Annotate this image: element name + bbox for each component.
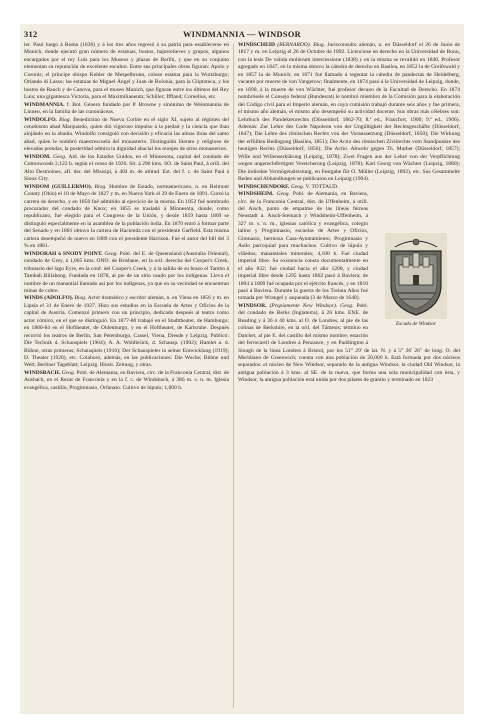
entry-text: Hombre de Estado, norteamericano, n. en Belmont County (Ohio) el 10 de Mayo de 1827 y m. en Nueva York el 29 de Enero de 1891. Cursó la carrera de derecho, y en 1850 fué admitido al ejercicio de la misma. En 1852 fué nombrado procurador del condado de Knox; en 1855 se trasladó á Minnesota, donde, como republicano, fué elegido para el Congreso de la Unión, y desde 1859 hasta 1869 se distinguió especialmente en la asamblea de la población india. En 1870 entró á formar parte del Senado y en 1881 obtuvo la cartera de Hacienda con el presidente Garfield. Esta misma cartera desempeñó de nuevo en 1889 con el presidente Harrison. Fué el autor del bill del 3 % en 1881.	[24, 183, 229, 250]
dictionary-entry: WINDORAH ó SNODY POINT. Geog. Pobl. del E. de Queensland (Australia Oriental), condado de Grey, á 1,065 kms. ONO. de Brisbane, en la oril. derecha del Cooper's Creek, tributario del lago Eyre, en la conf. del Cooper's Creek, y á la salida de su brazo el Tambo á Tambah Billabong. Fundada en 1878, al pie de un sitio usado por los indígenas. Lleva el nombre de un manantial llamado así por los indígenas, ya que en su vecindad se encuentran minas de cobre.	[24, 250, 229, 294]
crest-caption: Escudo de Windsor	[395, 321, 437, 328]
book-page	[20, 24, 464, 714]
dictionary-entry: WINDOM. Geog. Ald. de los Estados Unidos, en el Minnesota, capital del condado de Cottonwoods 2,122 h. según el censo de 1920. Sit. á 290 kms. SO. de Saint Paul, á orill. del Alto Desmoines, afl. der. del Misisipí, á 404 m. de altitud. Est. del f. c. de Saint Paul á Sioux City.	[24, 153, 229, 183]
entry-headword: WINDOM (GUILLERMO).	[24, 183, 93, 190]
entry-text: V. TOTTAUD.	[305, 183, 339, 190]
dictionary-entry: WINDSCHEID (BERNARDO). Biog. Jurisconsulto alemán, n. en Düsseldorf el 26 de Junio de 1817 y m. en Leipzig el 26 de Octubre de 1892. Licenciose en derecho en la Universidad de Bonn, con la tesis De valida mulierum intercessione (1838) y en la misma se revalidó en 1840. Profesor agregado en 1847, en la misma obtuvo la cátedra de derecho en Basilea, en 1852 la de Greifswald y en 1857 la de Munich; en 1871 fué llamado á regentar la cátedra de pandectas de Heidelberg, vacante por muerte de von Vangerow; finalmente, en 1874 pasó á la Universidad de Leipzig, donde, en 1890, á la muerte de von Wächter, fué profesor decano de la Facultad de Derecho. En 1874 nombrósele el Consejo federal (Bundesrat) le nombró miembro de la Comisión para la elaboración del Código civil para el Imperio alemán, en cuya comisión trabajó durante seis años y fue primera, el mismo año alemán, el mismo año desempeñó su actividad docente. Sus obras más célebres son: Lehrbuch des Pandektenrechts (Düsseldorf, 1862-70; 8.ª ed., Francfort, 1900; 9.ª ed., 1906). Además: Zur Lehre des Code Napoleon von der Ungültigkeit der Rechtsgeschäfte (Düsseldorf, 1847); Die Lehre des römischen Rechts von der Voraussetzung (Düsseldorf, 1850); Die Wirkung der erfüllten Bedingung (Basilea, 1851); Die Actio des römischen Zivilrechts vom Standpunkte des heutigen Rechts (Düsseldorf, 1856); Die Actio. Abwehr gegen Th. Muther (Düsseldorf, 1857); Wille und Willenserklärung (Leipzig, 1878); Zwei Fragen aus der Lehre von der Verpflichtung wegen ungerechtfertigter Vereicherung (Leipzig, 1878); Karl Georg von Wächter (Leipzig, 1880); Die indirekte Vermögensleistung, en Festgabe für O. Müller (Leipzig, 1892), etc. Sus Gesammelte Reden und Abhandlungen se publicaron en Leipzig (1904).	[238, 42, 460, 183]
entry-headword: WINDMANNIA.	[24, 101, 65, 108]
entry-text: Pobl. del condado de Berks (Inglaterra), á 26 kms. ENE. de Reading y á 36 ó 40 kms. al O. de Londres, al pie de las colinas de Berkshire, en la oril. del Támesis; término en Datchet, al pie E. del castillo del mismo nombre; estación del ferrocarril de Londres á Penzance, y en Paddington á Slough de la línea Londres á Bristol, por los 51° 29' de lat. N. y á 5° 36' 26" de long. O. del Meridiano de Greenwich; cuenta con una población de 20,000 h. Está formada por dos núcleos separados: el núcleo de New Windsor, separado de la antigua Windsor, la ciudad Old Windsor, la antigua población á 3 kms. al SE. de la nueva, que forma una sola municipalidad con ésta, y Windsor, la antigua población está unida por dos pilares de granito y terminado en 1823	[238, 302, 460, 384]
entry-headword: WINDSHEIM.	[238, 191, 274, 198]
entry-headword: WINDSBACH.	[24, 369, 61, 376]
entry-text: Actor dramático y escritor alemán, n. en Viena en 1856 y m. en Lipsia el 31 de Enero de 1927. Hizo sus estudios en la Escuela de Artes y Oficios de la capital de Austria. Comenzó primero con un principio, dedicado después al teatro como actor cómico, en el que se distinguió. En 1877-80 trabajó en el Stadttheater, de Hamburgo; en 1880-84 en el Hoftheater, de Oldenburgo, y en el Hoftheater, de Karlsruhe. Después recorrió los teatros de Berlín, San Petersburgo, Cassel, Viena, Dresde y Leipzig. Publicó: Die Technik d. Schauspiels (1904); A. A. Wohlbrück, d. Schausp. (1902); Hamlet a. d. Bühne, otras primeras; Schauspiels (1916); Der Schauspieler in seiner Entwicklung (1919); D. Theater (1920), etc. Colaboró, además, en las publicaciones: Die Woche; Bühne und Welt; Berliner Tageblatt; Leipzig. Illustr. Zeitung, y otras.	[24, 295, 229, 369]
dictionary-entry: WINDSCHENDORF. Geog. V. TOTTAUD.	[238, 183, 339, 190]
entry-text: Pobl. del E. de Queensland (Australia Oriental), condado de Grey, á 1,065 kms. ONO. de Brisbane, en la oril. derecha del Cooper's Creek, tributario del lago Eyre, en la conf. del Cooper's Creek, y á la salida de su brazo el Tambo á Tambah Billabong. Fundada en 1878, al pie de un sitio usado por los indígenas. Lleva el nombre de un manantial llamado así por los indígenas, ya que en su vecindad se encuentran minas de cobre.	[24, 250, 229, 294]
right-column	[238, 42, 460, 710]
entry-headword: WINDORAH ó SNODY POINT.	[24, 250, 103, 257]
dictionary-entry: WINDSBACH. Geog. Pobl. de Alemania, en Baviera, circ. de la Franconia Central, dist. de Ansbach, en el Rezat de Franconia y en la f. c. de Windsbach, á 386 m. s. n. m. Iglesia evangélica, castillo, Progimnasio, Orfanato. Cultivo de lúpulo; 1,800 h.	[24, 369, 229, 391]
entry-headword: WINDSCHENDORF.	[238, 183, 290, 190]
entry-text: Jurisconsulto alemán, n. en Düsseldorf el 26 de Junio de 1817 y m. en Leipzig el 26 de Octubre de 1892. Licenciose en derecho en la Universidad de Bonn, con la tesis De valida mulierum intercessione (1838) y en la misma se revalidó en 1840. Profesor agregado en 1847, en la misma obtuvo la cátedra de derecho en Basilea, en 1852 la de Greifswald y en 1857 la de Munich; en 1871 fué llamado á regentar la cátedra de pandectas de Heidelberg, vacante por muerte de von Vangerow; finalmente, en 1874 pasó á la Universidad de Leipzig, donde, en 1890, á la muerte de von Wächter, fué profesor decano de la Facultad de Derecho. En 1874 nombrósele el Consejo federal (Bundesrat) le nombró miembro de la Comisión para la elaboración del Código civil para el Imperio alemán, en cuya comisión trabajó durante seis años y fue primera, el mismo año alemán, el mismo año desempeñó su actividad docente. Sus obras más célebres son: Lehrbuch des Pandektenrechts (Düsseldorf, 1862-70; 8.ª ed., Francfort, 1900; 9.ª ed., 1906). Además: Zur Lehre des Code Napoleon von der Ungültigkeit der Rechtsgeschäfte (Düsseldorf, 1847); Die Lehre des römischen Rechts von der Voraussetzung (Düsseldorf, 1850); Die Wirkung der erfüllten Bedingung (Basilea, 1851); Die Actio des römischen Zivilrechts vom Standpunkte des heutigen Rechts (Düsseldorf, 1856); Die Actio. Abwehr gegen Th. Muther (Düsseldorf, 1857); Wille und Willenserklärung (Leipzig, 1878); Zwei Fragen aus der Lehre von der Verpflichtung wegen ungerechtfertigter Vereicherung (Leipzig, 1878); Karl Georg von Wächter (Leipzig, 1880); Die indirekte Vermögensleistung, en Festgabe für O. Müller (Leipzig, 1892), etc. Sus Gesammelte Reden und Abhandlungen se publicaron en Leipzig (1904).	[238, 42, 460, 183]
dictionary-entry: WINDOLFO. Biog. Benedictino de Nueva Corbie en el siglo XI, sujeto al régimen del cenobismo abad Marquardo, quien dió vigoroso impulso á la piedad y la ciencia que iban alojándo en la abadía. Windolfo consiguió con decisión y eficacia las almas ibras del santo abad, quien le nombró maestrescuela del monasterio. Distinguido literato y religioso de elevadas prendas, la posteridad admira la dignidad abacial los monjes de otros monasterios.	[24, 116, 229, 153]
dictionary-entry: WINDOM (GUILLERMO). Biog. Hombre de Estado, norteamericano, n. en Belmont County (Ohio) el 10 de Mayo de 1827 y m. en Nueva York el 29 de Enero de 1891. Cursó la carrera de derecho, y en 1850 fué admitido al ejercicio de la misma. En 1852 fué nombrado procurador del condado de Knox; en 1855 se trasladó á Minnesota, donde, como republicano, fué elegido para el Congreso de la Unión, y desde 1859 hasta 1869 se distinguió especialmente en la asamblea de la población india. En 1870 entró á formar parte del Senado y en 1881 obtuvo la cartera de Hacienda con el presidente Garfield. Esta misma cartera desempeñó de nuevo en 1889 con el presidente Harrison. Fué el autor del bill del 3 % en 1881.	[24, 183, 229, 250]
dictionary-entry: WINDS (ADOLFO). Biog. Actor dramático y escritor alemán, n. en Viena en 1856 y m. en Lipsia el 31 de Enero de 1927. Hizo sus estudios en la Escuela de Artes y Oficios de la capital de Austria. Comenzó primero con un principio, dedicado después al teatro como actor cómico, en el que se distinguió. En 1877-80 trabajó en el Stadttheater, de Hamburgo; en 1880-84 en el Hoftheater, de Oldenburgo, y en el Hoftheater, de Karlsruhe. Después recorrió los teatros de Berlín, San Petersburgo, Cassel, Viena, Dresde y Leipzig. Publicó: Die Technik d. Schauspiels (1904); A. A. Wohlbrück, d. Schausp. (1902); Hamlet a. d. Bühne, otras primeras; Schauspiels (1916); Der Schauspieler in seiner Entwicklung (1919); D. Theater (1920), etc. Colaboró, además, en las publicaciones: Die Woche; Bühne und Welt; Berliner Tageblatt; Leipzig. Illustr. Zeitung, y otras.	[24, 295, 229, 369]
dictionary-entry: ler. Pasó luego á Roma (1836) y á los tres años regresó á su patria para establecerse en Munich, donde ejecutó gran número de estatuas, bustos, bajorrelieves y grupos, algunos encargados por el rey Luis para los Museos y plazas de Berlín, y que en su conjunto elementan su reputación de excelente escultor. Entre sus principales obras figuran: Apolo y Coronis; el príncipe obispo Kehler de Mespelbrunn, coloso estatua para la Wurtzburgo; Orlando di Lasso; las estatuas de Miguel Ángel y Juan de Bolonia, para la Gliptoteca, y los bustos de Rauch y de Canova, para el museo Munich, que figuran entre los últimos del Rey Luis; una gigantesca Victoria, para el Maximilianeum; Schiller; Iffland; Cornelius, etc.	[24, 42, 229, 101]
page-header	[20, 24, 464, 42]
entry-headword: WINDOM.	[24, 153, 51, 160]
column-rule	[233, 44, 234, 708]
page-number: 312	[24, 30, 38, 39]
entry-text: Pobl. de Alemania, en Baviera, circ. de la Franconia Central, dist. de Uffenheim, á orill. del Aisch, punto de empalme de las líneas férreas Neustadt a. Aisch-Steinach y Windsheim-Uffenheim, á 327 m. s. n. m., iglesias católica y evangélica, colegio latino y Progimnasio, escuelas de Artes y Oficios, Gimnasio, hermosa Casa-Ayuntamiento, Progimnasio y Asilo parroquial para muchachos. Cultivo de lúpulo y viñedos; manantiales minerales; 4,100 h. Fué ciudad imperial libre. Su existencia consta documentalmente en el año 832; fué ciudad hacia el año 1200, y ciudad imperial libre desde 1295 hasta 1802 pasó á Baviera; de 1804 á 1809 fué ocupada por el ejército francés, y en 1810 pasó á Baviera. Durante la guerra de los Treinta Años fué tomada por Wrangel y saqueada (3 de Marzo de 1648).	[238, 191, 369, 302]
dictionary-entry: WINDSOR. (Propiamente New Windsor). Geog. Pobl. del condado de Berks (Inglaterra), á 26 kms. ENE. de Reading y á 36 ó 40 kms. al O. de Londres, al pie de las colinas de Berkshire, en la oril. del Támesis; término en Datchet, al pie E. del castillo del mismo nombre; estación del ferrocarril de Londres á Penzance, y en Paddington á Slough de la línea Londres á Bristol, por los 51° 29' de lat. N. y á 5° 36' 26" de long. O. del Meridiano de Greenwich; cuenta con una población de 20,000 h. Está formada por dos núcleos separados: el núcleo de New Windsor, separado de la antigua Windsor, la ciudad Old Windsor, la antigua población á 3 kms. al SE. de la nueva, que forma una sola municipalidad con ésta, y Windsor, la antigua población está unida por dos pilares de granito y terminado en 1823	[238, 302, 460, 384]
crest-wrap-zone	[238, 191, 460, 385]
dictionary-entry	[24, 102, 229, 117]
entry-text: Ald. de los Estados Unidos, en el Minnesota, capital del condado de Cottonwoods 2,122 h. según el censo de 1920. Sit. á 290 kms. SO. de Saint Paul, á orill. del Alto Desmoines, afl. der. del Misisipí, á 404 m. de altitud. Est. del f. c. de Saint Paul á Sioux City.	[24, 153, 229, 183]
entry-headword: WINDSOR.	[238, 302, 267, 309]
entry-headword: WINDOLFO.	[24, 116, 57, 123]
crest-figure	[372, 231, 460, 341]
entry-headword: WINDS (ADOLFO).	[24, 295, 74, 302]
entry-text: Benedictino de Nueva Corbie en el siglo XI, sujeto al régimen del cenobismo abad Marquardo, quien dió vigoroso impulso á la piedad y la ciencia que iban alojándo en la abadía. Windolfo consiguió con decisión y eficacia las almas ibras del santo abad, quien le nombró maestrescuela del monasterio. Distinguido literato y religioso de elevadas prendas, la posteridad admira la dignidad abacial los monjes de otros monasterios.	[24, 116, 229, 153]
entry-headword: WINDSCHEID	[238, 42, 275, 48]
entry-text: f. Bot. Género fundado por P. Browne y sinónimo de Weinmannia de Linneo, en la familia de las cunoniáceas.	[24, 101, 229, 116]
dictionary-entry: WINDSHEIM. Geog. Pobl. de Alemania, en Baviera, circ. de la Franconia Central, dist. de Uffenheim, á orill. del Aisch, punto de empalme de las líneas férreas Neustadt a. Aisch-Steinach y Windsheim-Uffenheim, á 327 m. s. n. m., iglesias católica y evangélica, colegio latino y Progimnasio, escuelas de Artes y Oficios, Gimnasio, hermosa Casa-Ayuntamiento, Progimnasio y Asilo parroquial para muchachos. Cultivo de lúpulo y viñedos; manantiales minerales; 4,100 h. Fué ciudad imperial libre. Su existencia consta documentalmente en el año 832; fué ciudad hacia el año 1200, y ciudad imperial libre desde 1295 hasta 1802 pasó á Baviera; de 1804 á 1809 fué ocupada por el ejército francés, y en 1810 pasó á Baviera. Durante la guerra de los Treinta Años fué tomada por Wrangel y saqueada (3 de Marzo de 1648).	[238, 191, 369, 302]
running-head: WINDMANNIA — WINDSOR	[183, 30, 301, 39]
left-column	[24, 42, 229, 710]
windsor-coat-of-arms-icon	[385, 233, 447, 319]
entry-text: Pobl. de Alemania, en Baviera, circ. de la Franconia Central, dist. de Ansbach, en el Rezat de Franconia y en la f. c. de Windsbach, á 386 m. s. n. m. Iglesia evangélica, castillo, Progimnasio, Orfanato. Cultivo de lúpulo; 1,800 h.	[24, 369, 229, 391]
